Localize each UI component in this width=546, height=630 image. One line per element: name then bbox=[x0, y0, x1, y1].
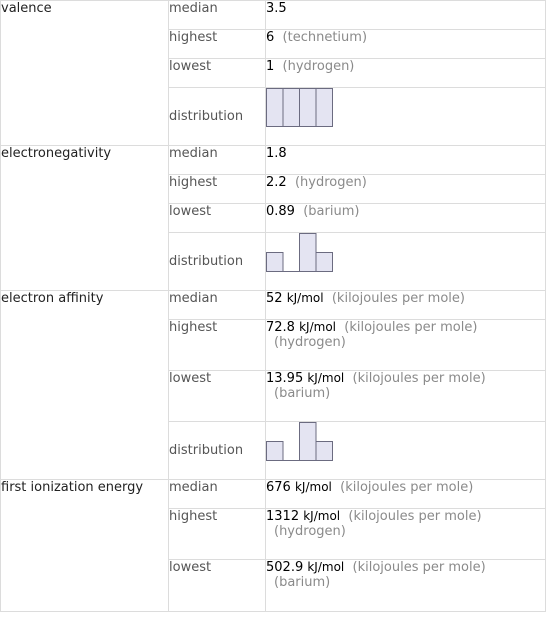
histogram-bar bbox=[316, 442, 333, 461]
row-label: highest bbox=[169, 175, 266, 204]
histogram-bar bbox=[283, 89, 300, 127]
histogram-bar bbox=[267, 442, 284, 461]
distribution-histogram bbox=[266, 233, 346, 275]
value-note: (kilojoules per mole) bbox=[348, 509, 482, 524]
row-label: distribution bbox=[169, 88, 266, 146]
row-value bbox=[266, 509, 546, 560]
histogram-bar bbox=[300, 234, 317, 272]
table-row bbox=[1, 146, 546, 175]
property-name: electronegativity bbox=[1, 146, 169, 291]
value-note-secondary: (hydrogen) bbox=[274, 524, 346, 539]
row-value bbox=[266, 291, 546, 320]
value-note-secondary: (hydrogen) bbox=[274, 335, 346, 350]
property-name: valence bbox=[1, 1, 169, 146]
value: 3.5 bbox=[266, 1, 287, 16]
property-name: electron affinity bbox=[1, 291, 169, 480]
value: 72.8 bbox=[266, 320, 295, 335]
row-label: median bbox=[169, 291, 266, 320]
value: 13.95 bbox=[266, 371, 304, 386]
unit: kJ/mol bbox=[307, 371, 345, 385]
table-row bbox=[1, 1, 546, 30]
row-value bbox=[266, 204, 546, 233]
table-row bbox=[1, 291, 546, 320]
histogram-bar bbox=[316, 253, 333, 272]
row-label: highest bbox=[169, 509, 266, 560]
row-label: lowest bbox=[169, 204, 266, 233]
property-name: first ionization energy bbox=[1, 480, 169, 612]
distribution-cell bbox=[266, 422, 546, 480]
value-note: (kilojoules per mole) bbox=[344, 320, 478, 335]
value: 1312 bbox=[266, 509, 300, 524]
row-value bbox=[266, 560, 546, 612]
row-value bbox=[266, 30, 546, 59]
value-note: (kilojoules per mole) bbox=[331, 291, 465, 306]
row-label: lowest bbox=[169, 371, 266, 422]
table-row bbox=[1, 480, 546, 509]
row-value bbox=[266, 480, 546, 509]
unit: kJ/mol bbox=[307, 560, 345, 574]
row-value bbox=[266, 175, 546, 204]
row-label: median bbox=[169, 1, 266, 30]
histogram-bar bbox=[316, 89, 333, 127]
value-note-secondary: (barium) bbox=[274, 386, 331, 401]
histogram-bar bbox=[300, 423, 317, 461]
unit: kJ/mol bbox=[286, 291, 324, 305]
distribution-cell bbox=[266, 233, 546, 291]
value-note: (barium) bbox=[303, 204, 360, 219]
row-label: distribution bbox=[169, 422, 266, 480]
histogram-bar bbox=[267, 253, 284, 272]
row-label: highest bbox=[169, 320, 266, 371]
value-note-secondary: (barium) bbox=[274, 575, 331, 590]
unit: kJ/mol bbox=[303, 509, 341, 523]
histogram-bar bbox=[267, 89, 284, 127]
value: 502.9 bbox=[266, 560, 304, 575]
value: 52 bbox=[266, 291, 283, 306]
row-value bbox=[266, 1, 546, 30]
distribution-histogram bbox=[266, 88, 346, 130]
row-label: lowest bbox=[169, 560, 266, 612]
value-note: (hydrogen) bbox=[294, 175, 367, 190]
row-label: median bbox=[169, 146, 266, 175]
histogram-bar bbox=[300, 89, 317, 127]
unit: kJ/mol bbox=[294, 480, 332, 494]
value: 1.8 bbox=[266, 146, 287, 161]
distribution-histogram bbox=[266, 422, 346, 464]
row-label: lowest bbox=[169, 59, 266, 88]
value: 6 bbox=[266, 30, 275, 45]
row-label: highest bbox=[169, 30, 266, 59]
row-value bbox=[266, 320, 546, 371]
value: 0.89 bbox=[266, 204, 295, 219]
value: 2.2 bbox=[266, 175, 287, 190]
row-label: distribution bbox=[169, 233, 266, 291]
value: 1 bbox=[266, 59, 275, 74]
value-note: (technetium) bbox=[282, 30, 368, 45]
row-value bbox=[266, 59, 546, 88]
row-label: median bbox=[169, 480, 266, 509]
distribution-cell bbox=[266, 88, 546, 146]
value: 676 bbox=[266, 480, 291, 495]
row-value bbox=[266, 371, 546, 422]
value-note: (kilojoules per mole) bbox=[352, 371, 486, 386]
value-note: (kilojoules per mole) bbox=[340, 480, 474, 495]
value-note: (hydrogen) bbox=[282, 59, 355, 74]
value-note: (kilojoules per mole) bbox=[352, 560, 486, 575]
row-value bbox=[266, 146, 546, 175]
unit: kJ/mol bbox=[299, 320, 336, 334]
